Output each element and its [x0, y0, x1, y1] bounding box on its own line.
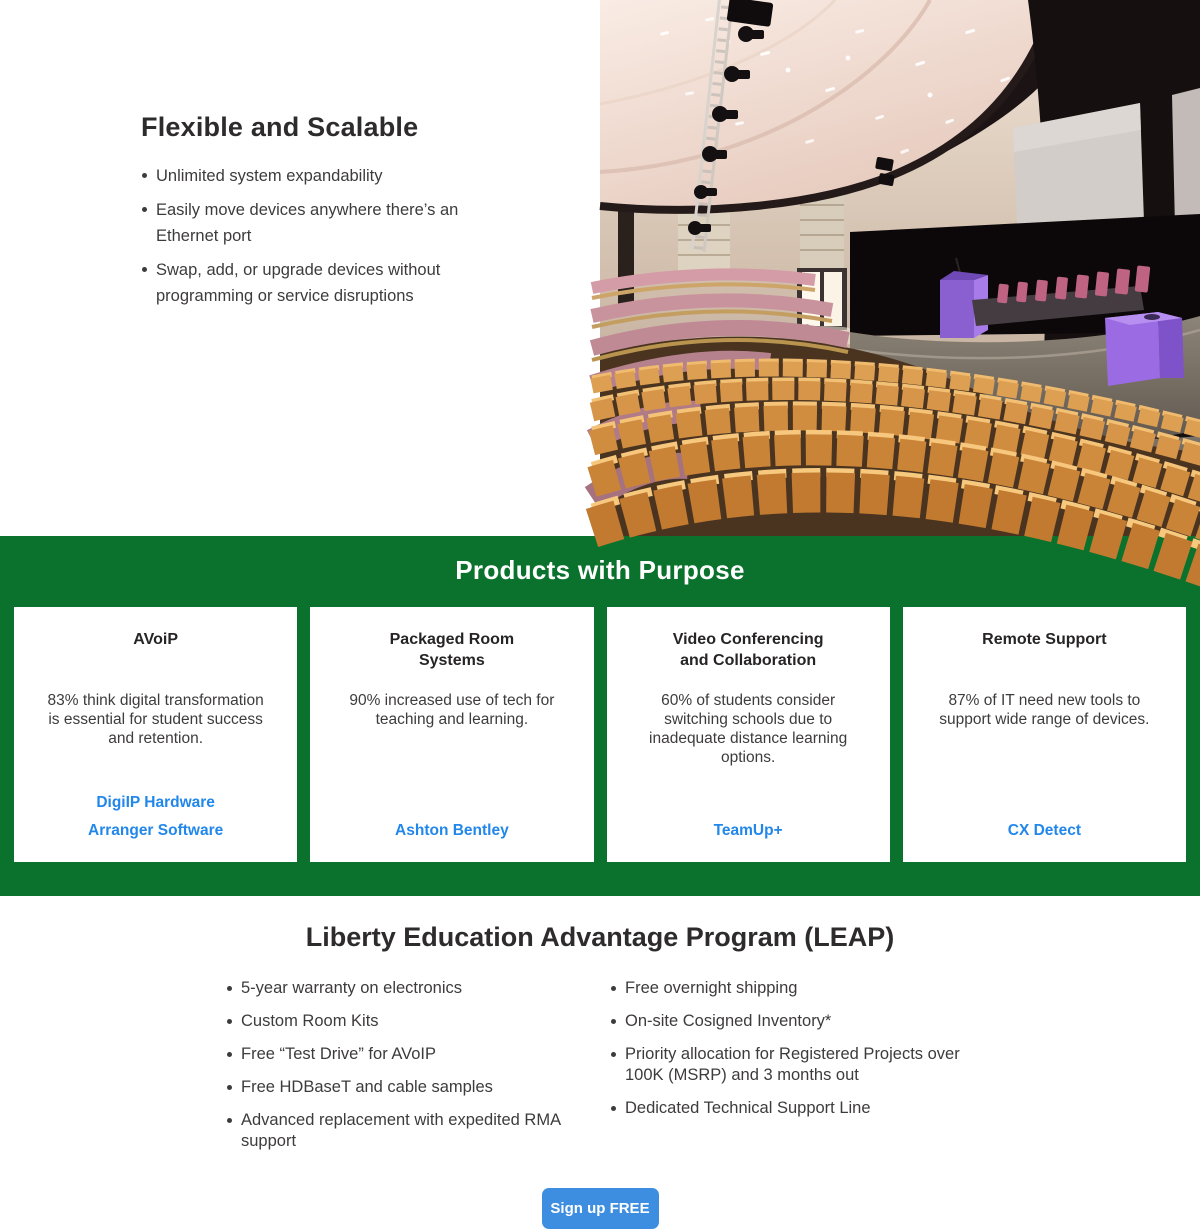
- leap-bullet: Free overnight shipping: [610, 978, 990, 999]
- leap-bullet: Free “Test Drive” for AVoIP: [226, 1044, 610, 1065]
- card-link-cx-detect[interactable]: CX Detect: [1007, 822, 1081, 839]
- card-body: 83% think digital transformation is essential for student success and retention.: [47, 692, 264, 747]
- card-links: [714, 822, 783, 840]
- card-link-digiip-hardware[interactable]: DigiIP Hardware: [96, 794, 215, 811]
- card-link-ashton-bentley[interactable]: Ashton Bentley: [395, 822, 509, 839]
- leap-bullet: 5-year warranty on electronics: [226, 978, 610, 999]
- hero-section: [0, 0, 1200, 536]
- sign-up-free-button[interactable]: Sign up FREE: [542, 1188, 659, 1229]
- hero-bullet: Swap, add, or upgrade devices without programming or service disruptions: [141, 257, 461, 309]
- products-heading: Products with Purpose: [455, 555, 745, 585]
- leap-bullet: Free HDBaseT and cable samples: [226, 1077, 610, 1098]
- leap-bullet: Dedicated Technical Support Line: [610, 1098, 990, 1119]
- card-links: [1008, 822, 1081, 840]
- hero-bullet: Easily move devices anywhere there’s an Ethernet port: [141, 197, 461, 249]
- leap-bullet: On-site Cosigned Inventory*: [610, 1011, 990, 1032]
- product-card-packaged-room-systems: [310, 607, 593, 862]
- card-title: AVoiP: [133, 631, 178, 648]
- card-title: Packaged Room Systems: [389, 631, 515, 669]
- leap-heading: Liberty Education Advantage Program (LEAP): [305, 922, 895, 952]
- hero-text-column: [0, 0, 600, 536]
- products-section: [0, 536, 1200, 896]
- auditorium-photo-svg: [600, 0, 1200, 536]
- card-title: Video Conferencing and Collaboration: [672, 631, 824, 669]
- leap-right-list: [610, 978, 990, 1119]
- card-link-teamup[interactable]: TeamUp+: [713, 822, 783, 839]
- leap-columns: [226, 978, 1200, 1164]
- card-title: Remote Support: [982, 631, 1107, 648]
- card-body: 87% of IT need new tools to support wide range of devices.: [939, 692, 1150, 728]
- hero-bullet-list: [141, 163, 560, 309]
- leap-bullet: Advanced replacement with expedited RMA support: [226, 1110, 610, 1152]
- product-card-video-conferencing: [607, 607, 890, 862]
- leap-bullet: Priority allocation for Registered Projects over 100K (MSRP) and 3 months out: [610, 1044, 990, 1086]
- leap-section: [0, 896, 1200, 1229]
- card-link-arranger-software[interactable]: Arranger Software: [88, 822, 224, 839]
- product-card-remote-support: [903, 607, 1186, 862]
- auditorium-photo: [600, 0, 1200, 536]
- product-cards: [14, 607, 1186, 862]
- card-links: [88, 794, 223, 840]
- leap-right-column: [610, 978, 990, 1164]
- card-body: 60% of students consider switching schools due to inadequate distance learning options.: [649, 692, 848, 766]
- hero-heading: Flexible and Scalable: [141, 112, 419, 142]
- card-body: 90% increased use of tech for teaching and learning.: [349, 692, 555, 728]
- leap-left-column: [226, 978, 610, 1164]
- cta-row: [0, 1188, 1200, 1229]
- product-card-avoip: [14, 607, 297, 862]
- card-links: [395, 822, 509, 840]
- hero-bullet: Unlimited system expandability: [141, 163, 461, 189]
- leap-left-list: [226, 978, 610, 1152]
- leap-bullet: Custom Room Kits: [226, 1011, 610, 1032]
